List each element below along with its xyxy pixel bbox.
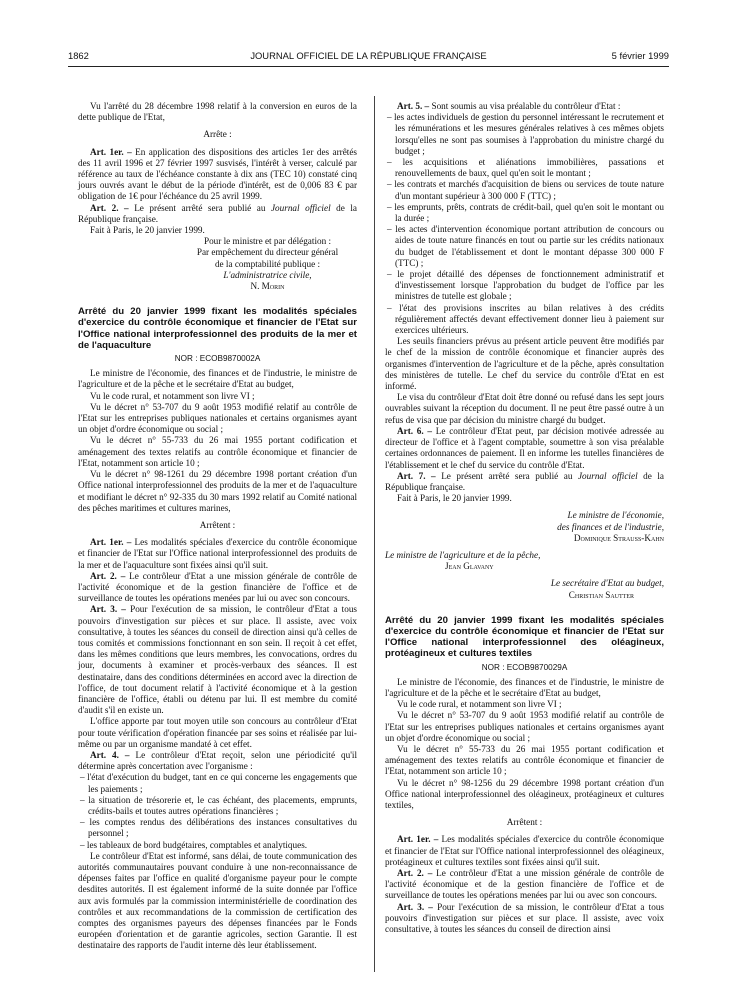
list-item: – les comptes rendus des délibérations des instances consultatives du personnel ;: [80, 817, 357, 839]
list-item: – les emprunts, prêts, contrats de crédit-bail, quel qu'en soit le montant ou la durée ;: [387, 201, 665, 224]
list-item-text: la situation de trésorerie et, le cas échéant, des placements, emprunts, crédits-bails et toutes autres opérations financières ;: [88, 794, 358, 816]
article-label: Art. 1er. –: [90, 146, 132, 157]
paragraph: Vu le décret n° 98-1256 du 29 décembre 1998 portant création d'un Office national interprofessionnel des oléagineux, protéagineux et cultures textiles,: [385, 777, 664, 810]
paragraph: Le ministre de l'économie, des finances et de l'industrie, le ministre de l'agriculture et de la pêche et le secrétaire d'Etat au budget,: [385, 676, 664, 698]
list-item-text: les acquisitions et aliénations immobilières, passations et renouvellements de baux, quel qu'en soit le montant ;: [395, 157, 665, 179]
list-item-text: l'état des provisions inscrites au bilan relatives à des crédits régulièrement affectés devant effectivement donner lieu à paiement sur exercices ultérieurs.: [395, 302, 664, 336]
article-text: Sont soumis au visa préalable du contrôleur d'Etat :: [431, 101, 621, 111]
list-item-text: les comptes rendus des délibérations des instances consultatives du personnel ;: [88, 817, 357, 839]
journal-title: JOURNAL OFFICIEL DE LA RÉPUBLIQUE FRANÇAISE: [250, 50, 487, 61]
left-column: [78, 101, 357, 952]
article-text: Le contrôleur d'Etat a une mission générale de contrôle de l'activité économique et de la gestion financière de l'office et de surveillance de toutes les opérations menées par lui ou avec son concours.: [78, 570, 357, 604]
decree-title: Arrêté du 20 janvier 1999 fixant les modalités spéciales d'exercice du contrôle économique et financier de l'Etat sur l'Office national interprofessionnel des oléagineux, protéagineux et cultures textiles: [385, 614, 664, 660]
article-label: Art. 3. –: [397, 901, 433, 912]
page-header: [68, 50, 669, 66]
column-divider: [374, 96, 375, 972]
signatory-name: Jean Glavany: [445, 561, 494, 572]
article: [385, 426, 664, 471]
list-item: – le projet détaillé des dépenses de fonctionnement administratif et d'investissement lorsque l'approbation du budget de l'office par les ministres de tutelle est globale ;: [387, 269, 665, 302]
signature-line: de la comptabilité publique :: [214, 258, 321, 269]
paragraph: Vu le code rural, et notamment son livre VI ;: [90, 390, 255, 401]
journal-reference: Journal officiel: [577, 470, 638, 481]
article: [385, 902, 664, 936]
signature-line: L'administratrice civile,: [223, 269, 312, 280]
list-item-text: les emprunts, prêts, contrats de crédit-bail, quel qu'en soit le montant ou la durée ;: [394, 201, 665, 224]
article-text: Pour l'exécution de sa mission, le contrôleur d'Etat a tous pouvoirs d'investigation sur pièces et sur place. Il assiste, avec voix consultative, à toutes les séances du conseil de direction ainsi qu'à celles de tous comités et commissions fonctionnant en son sein. Il reçoit à cet effet, dans les mêmes conditions que leurs membres, les convocations, ordres du jour, documents à examiner et procès-verbaux des séances. Il est destinataire, dans des conditions déterminées en accord avec la direction de l'office, de tout document relatif à l'activité économique et à la gestion financière de l'office, établi ou détenu par lui. Il est membre du comité d'audit s'il en existe un.: [78, 604, 357, 716]
article-text: Le présent arrêté sera publié au: [134, 202, 266, 213]
article-label: Art. 3. –: [90, 604, 126, 615]
article-text: de la République française.: [385, 470, 665, 492]
article-text: Le présent arrêté sera publié au: [441, 470, 573, 481]
list-item-text: l'état d'exécution du budget, tant en ce qui concerne les engagements que les paiements ;: [87, 772, 357, 794]
article: [385, 101, 664, 112]
signatory-name: Dominique Strauss-Kahn: [573, 532, 664, 543]
list-item: – les actes d'intervention économique portant attribution de concours ou aides de toute nature financés en tout ou partie sur les crédits nationaux du budget de l'établissement et dont le montant dépasse 300 000 F (TTC) ;: [387, 224, 665, 268]
list-item: – l'état des provisions inscrites au bilan relatives à des crédits régulièrement affectés devant effectivement donner lieu à paiement sur exercices ultérieurs.: [387, 302, 664, 336]
article-label: Art. 1er. –: [90, 537, 132, 548]
article-text: En application des dispositions des articles 1er des arrêtés des 11 avril 1996 et 27 février 1997 susvisés, l'intérêt à verser, calculé par référence au taux de l'échéance constante à dix ans (TEC 10) constaté cinq jours ouvrés avant le début de la période d'intérêt, est de 0,006 83 € par obligation de 1€ pour l'échéance du 25 avril 1999.: [78, 146, 358, 202]
paragraph: Vu le décret n° 55-733 du 26 mai 1955 portant codification et aménagement des textes relatifs au contrôle économique et financier de l'Etat, notamment son article 10 ;: [78, 435, 357, 468]
paragraph: Vu le décret n° 53-707 du 9 août 1953 modifié relatif au contrôle de l'Etat sur les entreprises publiques nationales et certains organismes ayant un objet d'ordre économique ou social ;: [385, 710, 664, 743]
article-text: Les modalités spéciales d'exercice du contrôle économique et financier de l'Etat sur l'Office national interprofessionnel des oléagineux, protéagineux et cultures textiles sont fixées ainsi qu'il suit.: [385, 834, 664, 867]
article-label: Art. 2. –: [90, 570, 126, 581]
right-column: [385, 101, 664, 935]
signature-line: Le secrétaire d'Etat au budget,: [550, 578, 664, 589]
signature-block: [178, 236, 357, 292]
list-item-text: les contrats et marchés d'acquisition de biens ou services de toute nature d'un montant supérieur à 300 000 F (TTC) ;: [394, 179, 665, 201]
paragraph: Vu le décret n° 53-707 du 9 août 1953 modifié relatif au contrôle de l'Etat sur les entreprises publiques nationales et certains organismes ayant un objet d'ordre économique ou social ;: [78, 401, 357, 435]
paragraph: Le visa du contrôleur d'Etat doit être donné ou refusé dans les sept jours ouvrables suivant la réception du document. Il ne peut être passé outre à un refus de visa que par décision du ministre chargé du budget.: [385, 392, 664, 425]
paragraph: Le ministre de l'économie, des finances et de l'industrie, le ministre de l'agriculture et de la pêche et le secrétaire d'Etat au budget,: [78, 368, 357, 390]
signature-line: Par empêchement du directeur général: [196, 247, 339, 258]
decree-title: Arrêté du 20 janvier 1999 fixant les modalités spéciales d'exercice du contrôle économique et financier de l'Etat sur l'Office national interprofessionnel des produits de la mer et de l'aquaculture: [78, 306, 357, 351]
paragraph: Le contrôleur d'Etat est informé, sans délai, de toute communication des autorités communautaires pouvant conduire à une non-reconnaissance de dépenses faites par l'office en qualité d'organisme payeur pour le compte desdites autorités. Il est également informé de la suite donnée par l'office aux avis formulés par la commission interministérielle de coordination des contrôles et aux recommandations de la commission de certification des comptes des organismes payeurs des dépenses financées par le Fonds européen d'orientation et de garantie agricoles, section Garantie. Il est destinataire des rapports de l'audit interne dès leur établissement.: [78, 850, 357, 951]
signature-line: Pour le ministre et par délégation :: [203, 236, 332, 247]
article-text: Le contrôleur d'Etat a une mission générale de contrôle de l'activité économique et de la gestion financière de l'office et de surveillance de toutes les opérations menées par lui ou avec son concours.: [385, 868, 664, 901]
article: [78, 537, 357, 571]
done-at: Fait à Paris, le 20 janvier 1999.: [90, 225, 205, 236]
article-text: Les modalités spéciales d'exercice du contrôle économique et financier de l'Etat sur l'Office national interprofessionnel des produits de la mer et de l'aquaculture sont fixées ainsi qu'il suit.: [78, 537, 357, 570]
article: [78, 604, 357, 716]
list-item-text: les actes individuels de gestion du personnel intéressant le recrutement et les rémunérations et les mesures générales relatives à ces mêmes objets lorsqu'elles ne sont pas soumises à l'approbation du ministre chargé du budget ;: [394, 112, 664, 156]
arretent-heading: Arrêtent :: [506, 817, 543, 828]
arretent-heading: Arrêtent :: [199, 519, 236, 530]
list-item-text: les tableaux de bord budgétaires, comptables et analytiques.: [86, 839, 308, 850]
list-item: – les contrats et marchés d'acquisition de biens ou services de toute nature d'un montant supérieur à 300 000 F (TTC) ;: [387, 179, 665, 201]
article-label: Art. 7. –: [397, 470, 436, 481]
article-2: [78, 203, 357, 225]
nor-reference: NOR : ECOB9870002A: [174, 354, 261, 364]
article-label: Art. 6. –: [397, 425, 433, 436]
done-at: Fait à Paris, le 20 janvier 1999.: [397, 493, 512, 504]
article-label: Art. 5. –: [397, 101, 430, 111]
article: [78, 571, 357, 605]
article-label: Art. 2. –: [90, 202, 129, 213]
article-text: Le contrôleur d'Etat peut, par décision motivée adressée au directeur de l'office et à l'agent comptable, soumettre à son visa préalable certaines ordonnances de paiement. Il en informe les tutelles financières de l'établissement et le chef du service du contrôle d'Etat.: [385, 425, 665, 470]
signatory-name: N. Morin: [250, 281, 285, 292]
paragraph: Vu le décret n° 98-1261 du 29 décembre 1998 portant création d'un Office national interprofessionnel des produits de la mer et de l'aquaculture et modifiant le décret n° 92-335 du 30 mars 1992 relatif au Comité national des pêches maritimes et cultures marines,: [78, 469, 357, 513]
article-1: [78, 147, 357, 203]
page-number: 1862: [68, 50, 89, 61]
list-item: – l'état d'exécution du budget, tant en ce qui concerne les engagements que les paiements ;: [80, 772, 357, 794]
article-text: Le contrôleur d'Etat reçoit, selon une périodicité qu'il détermine après concertation avec l'organisme :: [78, 749, 357, 772]
signature-line: des finances et de l'industrie,: [557, 521, 664, 532]
nor-reference: NOR : ECOB9870029A: [481, 662, 568, 672]
arrete-heading: Arrête :: [203, 129, 232, 140]
paragraph: Les seuils financiers prévus au présent article peuvent être modifiés par le chef de la mission de contrôle économique et financier auprès des organismes d'intervention de l'agriculture et de la pêche, après consultation des ministères de tutelle. Le chef du service du contrôle d'Etat en est informé.: [385, 336, 664, 392]
article-text: Pour l'exécution de sa mission, le contrôleur d'Etat a tous pouvoirs d'investigation sur pièces et sur place. Il assiste, avec voix consultative, à toutes les séances du conseil de direction ainsi: [385, 901, 664, 935]
article: [385, 868, 664, 902]
paragraph: Vu le code rural, et notamment son livre VI ;: [397, 699, 562, 710]
paragraph: Vu le décret n° 55-733 du 26 mai 1955 portant codification et aménagement des textes relatifs au contrôle économique et financier de l'Etat, notamment son article 10 ;: [385, 743, 664, 777]
issue-date: 5 février 1999: [611, 50, 669, 61]
article-label: Art. 4. –: [90, 749, 130, 760]
header-rule: [68, 66, 669, 67]
article-label: Art. 1er. –: [397, 834, 439, 845]
article: [385, 834, 664, 868]
signature-line: Le ministre de l'agriculture et de la pêche,: [385, 549, 541, 560]
list-item-text: le projet détaillé des dépenses de fonctionnement administratif et d'investissement lorsque l'approbation du budget de l'office par les ministres de tutelle est globale ;: [395, 269, 665, 302]
article-text: de la République française.: [78, 202, 358, 224]
list-item: – les acquisitions et aliénations immobilières, passations et renouvellements de baux, quel qu'en soit le montant ;: [387, 157, 665, 179]
list-item: – la situation de trésorerie et, le cas échéant, des placements, emprunts, crédits-bails et toutes autres opérations financières ;: [80, 794, 358, 816]
article: [385, 471, 664, 493]
signatory-name: Christian Sautter: [568, 589, 634, 600]
list-item: – les tableaux de bord budgétaires, comptables et analytiques.: [80, 839, 308, 850]
list-item: – les actes individuels de gestion du personnel intéressant le recrutement et les rémunérations et les mesures générales relatives à ces mêmes objets lorsqu'elles ne sont pas soumises à l'approbation du ministre chargé du budget ;: [387, 112, 664, 156]
paragraph: Vu l'arrêté du 28 décembre 1998 relatif à la conversion en euros de la dette publique de l'Etat,: [78, 101, 357, 123]
journal-reference: Journal officiel: [270, 202, 331, 213]
article: [78, 750, 357, 772]
list-item-text: les actes d'intervention économique portant attribution de concours ou aides de toute nature financés en tout ou partie sur les crédits nationaux du budget de l'établissement et dont le montant dépasse 300 000 F (TTC) ;: [395, 224, 665, 268]
signature-line: Le ministre de l'économie,: [567, 510, 664, 521]
paragraph: L'office apporte par tout moyen utile son concours au contrôleur d'Etat pour toute vérification d'opération financée par ses soins et réalisée par lui-même ou par un organisme mandaté à cet effet.: [78, 716, 357, 749]
article-label: Art. 2. –: [397, 868, 433, 878]
